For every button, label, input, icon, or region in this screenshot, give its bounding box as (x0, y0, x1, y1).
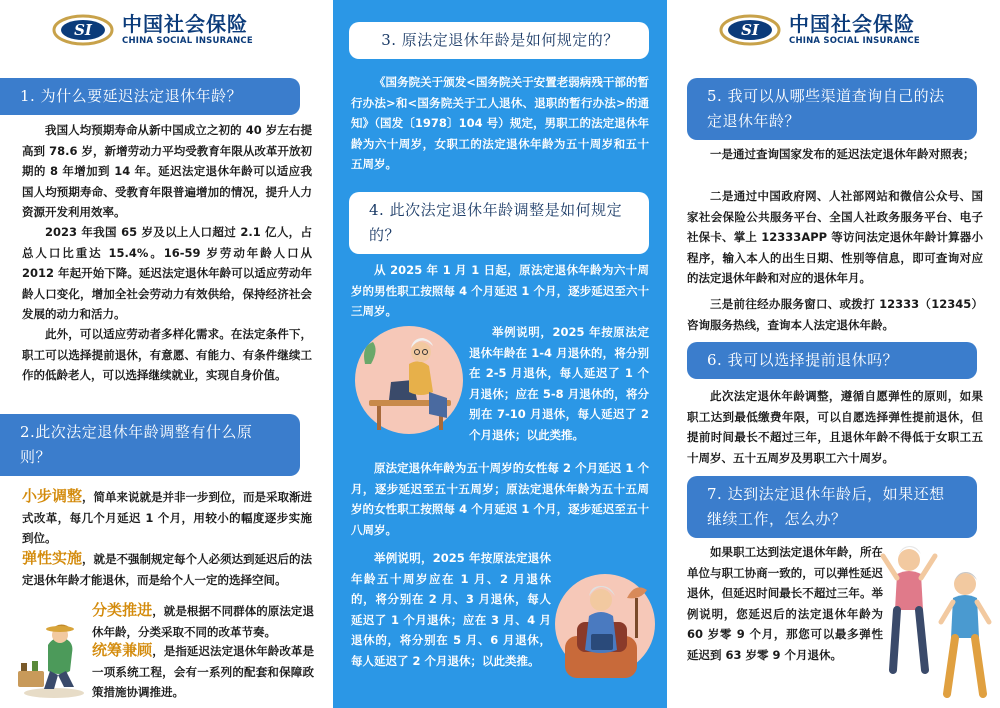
logo-en: CHINA SOCIAL INSURANCE (122, 36, 253, 47)
principle-1-text: ，简单来说就是并非一步到位，而是采取渐进式改革，每几个月延迟 1 个月，用较小的幅度逐步实施到位。 (22, 490, 313, 545)
elderly-couple-exercise-illustration (879, 530, 997, 700)
section-4-para-2: 原法定退休年龄为五十周岁的女性每 2 个月延迟 1 个月，逐步延迟至五十五周岁；原法定退休年龄为五十五周岁的女性职工按照每 4 个月延迟 1 个月，逐步延迟至五十八周岁。 (351, 461, 649, 537)
principle-3-keyword: 分类推进 (92, 601, 153, 619)
section-4-example-1: 举例说明，2025 年按原法定退休年龄在 1-4 月退休的，将分别在 2-5 月退休，每人延迟了 1 个月退休；应在 5-8 月退休的，将分别在 7-10 月退休，每人延迟了 2 个月退休；以此类推。 (469, 325, 649, 442)
section-4-para-1: 从 2025 年 1 月 1 日起，原法定退休年龄为六十周岁的男性职工按照每 4 个月延迟 1 个月，逐步延迟至六十三周岁。 (351, 263, 649, 318)
section-6-title: 6. 我可以选择提前退休吗？ (687, 342, 977, 379)
panel-left (0, 0, 333, 708)
principle-3-text: ，就是根据不同群体的原法定退休年龄，分类采取不同的改革节奏。 (92, 604, 314, 639)
section-3-para-1: 《国务院关于颁发<国务院关于安置老弱病残干部的暂行办法>和<国务院关于工人退休、退职的暂行办法>的通知》（国发〔1978〕104 号）规定，男职工的法定退休年龄为六十周岁，女职工的法定退休年龄为五十周岁和五十五周岁。 (351, 75, 649, 171)
section-5-para-3: 三是前往经办服务窗口、或拨打 12333（12345）咨询服务热线，查询本人法定退休年龄。 (687, 297, 983, 332)
principle-2-text: ，就是不强制规定每个人必须达到延迟后的法定退休年龄才能退休，而是给个人一定的选择空间。 (22, 552, 313, 587)
section-1-para-1: 我国人均预期寿命从新中国成立之初的 40 岁左右提高到 78.6 岁，新增劳动力平均受教育年限从改革开放初期的 8 年增加到 14 年。延迟法定退休年龄可以适应我国人均预期寿命、受教育年限普遍增加的情况，提升人力资源开发利用效率。 (22, 123, 312, 219)
section-1-para-3: 此外，可以适应劳动者多样化需求。在法定条件下，职工可以选择提前退休，有意愿、有能力、有条件继续工作的低龄老人，可以选择继续就业，实现自身价值。 (22, 327, 312, 382)
panel-middle (333, 0, 667, 708)
section-7-para-1: 如果职工达到法定退休年龄，所在单位与职工协商一致的，可以弹性延迟退休，但延迟时间最长不超过三年。举例说明，您延迟后的法定退休年龄为 60 岁零 9 个月，那您可以最多弹性延迟到 63 岁零 9 个月退休。 (687, 545, 883, 662)
principle-3 (92, 600, 314, 642)
section-2-title: 2.此次法定退休年龄调整有什么原则？ (0, 414, 300, 476)
si-logo-icon (52, 14, 114, 46)
svg-text:SI: SI (741, 21, 759, 39)
si-logo-icon (719, 14, 781, 46)
elderly-woman-reading-illustration (547, 558, 657, 688)
elderly-man-laptop-illustration (351, 322, 469, 436)
section-7-title: 7. 达到法定退休年龄后，如果还想继续工作，怎么办？ (687, 476, 977, 538)
section-4-example-2: 举例说明，2025 年按原法定退休年龄五十周岁应在 1 月、2 月退休的，将分别在 2 月、3 月退休，每人延迟了 1 个月退休；应在 3 月、4 月退休的，将分别在 5 月、6 月退休，每人延迟了 2 个月退休；以此类推。 (351, 551, 551, 668)
logo-cn-right: 中国社会保险 (789, 12, 915, 37)
section-3-title: 3. 原法定退休年龄是如何规定的？ (349, 22, 649, 59)
principle-4-keyword: 统筹兼顾 (92, 641, 153, 659)
logo (52, 14, 253, 46)
panel-right (667, 0, 1000, 708)
principle-2-keyword: 弹性实施 (22, 549, 83, 567)
logo-cn: 中国社会保险 (122, 12, 248, 37)
principle-1-keyword: 小步调整 (22, 487, 83, 505)
principle-4 (92, 640, 314, 703)
section-5-para-1: 一是通过查询国家发布的延迟法定退休年龄对照表； (710, 147, 975, 161)
svg-text:SI: SI (74, 21, 92, 39)
elderly-worker-tea-illustration (14, 615, 88, 699)
section-6-para-1: 此次法定退休年龄调整，遵循自愿弹性的原则，如果职工达到最低缴费年限，可以自愿选择弹性提前退休，但提前时间最长不超过三年，且退休年龄不得低于女职工五十周岁、五十五周岁及男职工六十周岁。 (687, 389, 983, 465)
logo-en-right: CHINA SOCIAL INSURANCE (789, 36, 920, 47)
section-5-para-2: 二是通过中国政府网、人社部网站和微信公众号、国家社会保险公共服务平台、全国人社政务服务平台、电子社保卡、掌上 12333APP 等访问法定退休年龄计算器小程序，输入本人的出生日期、性别等信息，即可查询对应的法定退休年龄和对应的退休年月。 (687, 189, 983, 285)
section-1-para-2: 2023 年我国 65 岁及以上人口超过 2.1 亿人，占总人口比重达 15.4%。16-59 岁劳动年龄人口从 2012 年起开始下降。延迟法定退休年龄可以适应劳动年龄人口变化，增加全社会劳动力有效供给，保持经济社会发展的动力和活力。 (22, 225, 312, 321)
section-5-title: 5. 我可以从哪些渠道查询自己的法定退休年龄？ (687, 78, 977, 140)
principle-2 (22, 548, 312, 590)
section-1-title: 1. 为什么要延迟法定退休年龄？ (0, 78, 300, 115)
section-4-title: 4. 此次法定退休年龄调整是如何规定的？ (349, 192, 649, 254)
logo-right (719, 14, 920, 46)
principle-4-text: ，是指延迟法定退休年龄改革是一项系统工程，会有一系列的配套和保障政策措施协调推进。 (92, 644, 314, 699)
principle-1 (22, 486, 312, 549)
